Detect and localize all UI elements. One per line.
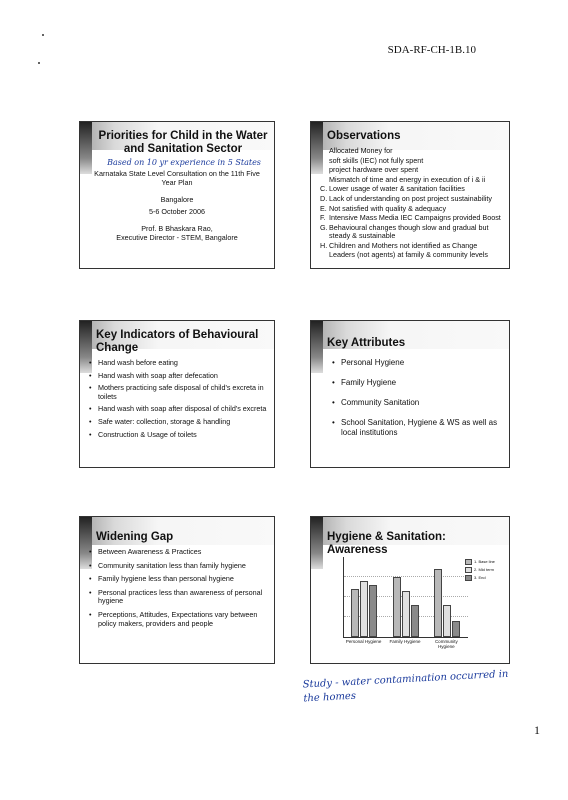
chart-bar bbox=[443, 605, 451, 637]
list-item-text: Personal Hygiene bbox=[341, 358, 405, 367]
slide-heading: Hygiene & Sanitation: Awareness bbox=[327, 531, 446, 556]
bullet-marker: • bbox=[89, 416, 92, 426]
legend-label: 3. End bbox=[474, 575, 486, 580]
slide-accent-bar bbox=[311, 517, 323, 569]
bullet-marker: • bbox=[332, 398, 335, 407]
chart-bar bbox=[360, 581, 368, 637]
list-item-text: Between Awareness & Practices bbox=[98, 547, 202, 556]
bullet-marker: • bbox=[332, 418, 335, 427]
handwritten-note: Study - water contamination occurred in the homes bbox=[302, 668, 509, 705]
observation-item bbox=[320, 203, 503, 214]
legend-swatch bbox=[465, 567, 472, 573]
bullet-marker: D. bbox=[320, 193, 328, 203]
bullet-marker: • bbox=[89, 547, 92, 556]
bullet-marker: • bbox=[89, 383, 92, 393]
gap-list bbox=[80, 548, 274, 628]
list-item-text: Hand wash before eating bbox=[98, 358, 178, 367]
list-item-text: Perceptions, Attitudes, Expectations vary between policy makers, providers and people bbox=[98, 609, 258, 628]
indicator-list bbox=[80, 359, 274, 439]
list-item-text: project hardware over spent bbox=[329, 165, 419, 175]
list-item-text: Lower usage of water & sanitation facilities bbox=[329, 184, 465, 194]
slide-key-attributes bbox=[310, 320, 510, 468]
chart-gridline bbox=[344, 576, 468, 577]
list-item-text: Hand wash with soap after defecation bbox=[98, 370, 218, 380]
bullet-marker: • bbox=[89, 587, 92, 597]
slide-awareness-chart bbox=[310, 516, 510, 664]
list-item-text: Community Sanitation bbox=[341, 398, 420, 407]
list-item bbox=[89, 560, 268, 571]
list-item bbox=[332, 358, 503, 368]
legend-entry bbox=[465, 559, 503, 565]
list-item bbox=[332, 418, 503, 438]
bullet-marker: • bbox=[89, 370, 92, 380]
bullet-marker: • bbox=[89, 560, 92, 570]
bullet-marker: • bbox=[89, 609, 92, 619]
observation-item bbox=[320, 222, 503, 241]
observation-item bbox=[329, 147, 503, 156]
list-item bbox=[89, 358, 268, 368]
slide-heading: Key Attributes bbox=[327, 337, 406, 349]
observation-item bbox=[320, 213, 503, 223]
page-number: 1 bbox=[534, 723, 540, 737]
list-item bbox=[89, 383, 268, 401]
slide-title bbox=[79, 121, 275, 269]
bullet-marker: • bbox=[89, 429, 92, 439]
observation-item bbox=[329, 176, 503, 185]
scan-speck bbox=[38, 62, 40, 64]
list-item-text: Hand wash with soap after disposal of child's excreta bbox=[98, 404, 267, 414]
chart-bar bbox=[393, 577, 401, 637]
chart-bar bbox=[452, 621, 460, 637]
chart-category-label: Family Hygiene bbox=[389, 639, 421, 644]
legend-entry bbox=[465, 575, 503, 581]
bullet-marker: • bbox=[332, 378, 335, 387]
list-item bbox=[89, 416, 268, 427]
list-item-text: School Sanitation, Hygiene & WS as well as local institutions bbox=[341, 418, 498, 437]
list-item-text: Lack of understanding on post project sustainability bbox=[329, 193, 493, 203]
list-item-text: Mothers practicing safe disposal of child's excreta in toilets bbox=[98, 383, 264, 401]
bullet-marker: • bbox=[89, 358, 92, 367]
chart-bar bbox=[434, 569, 442, 637]
list-item bbox=[89, 609, 268, 628]
slide-subtitle: Karnataka State Level Consultation on the 11th Five Year Plan bbox=[94, 169, 260, 187]
list-item bbox=[89, 547, 268, 557]
slide-place: Bangalore bbox=[160, 195, 194, 204]
list-item-text: Intensive Mass Media IEC Campaigns provided Boost bbox=[329, 213, 501, 223]
slide-accent-bar bbox=[311, 321, 323, 373]
chart-bar bbox=[369, 585, 377, 637]
chart-bar bbox=[411, 605, 419, 637]
list-item-text: soft skills (IEC) not fully spent bbox=[329, 155, 424, 165]
slide-widening-gap bbox=[79, 516, 275, 664]
slide-key-indicators bbox=[79, 320, 275, 468]
list-item bbox=[89, 404, 268, 414]
legend-swatch bbox=[465, 559, 472, 565]
list-item bbox=[89, 587, 268, 606]
observation-item bbox=[320, 193, 503, 204]
slide-heading: Widening Gap bbox=[96, 531, 174, 543]
attribute-list bbox=[311, 358, 509, 438]
list-item-text: Not satisfied with quality & adequacy bbox=[329, 203, 447, 213]
slide-date: 5-6 October 2006 bbox=[149, 207, 205, 216]
bullet-marker: F. bbox=[320, 213, 326, 223]
chart-legend bbox=[465, 559, 503, 583]
slide-accent-bar bbox=[80, 122, 92, 174]
scan-speck bbox=[42, 34, 44, 36]
observation-item bbox=[329, 166, 503, 175]
bullet-marker: G. bbox=[320, 222, 328, 232]
slide-author: Prof. B Bhaskara Rao, bbox=[141, 224, 213, 233]
slide-heading: Key Indicators of Behavioural Change bbox=[96, 329, 259, 354]
list-item-text: Personal practices less than awareness of personal hygiene bbox=[98, 587, 263, 606]
bullet-marker: E. bbox=[320, 203, 327, 213]
list-item bbox=[89, 370, 268, 381]
legend-label: 2. Mid term bbox=[474, 567, 495, 572]
bullet-marker: • bbox=[89, 404, 92, 414]
list-item-text: Community sanitation less than family hygiene bbox=[98, 560, 246, 570]
chart-plot-area bbox=[343, 557, 468, 638]
list-item-text: Behavioural changes though slow and gradual but steady & sustainable bbox=[329, 222, 489, 241]
list-item bbox=[332, 378, 503, 388]
chart-category-label: Community Hygiene bbox=[434, 639, 458, 649]
list-item-text: Family Hygiene bbox=[341, 378, 397, 387]
document-reference: SDA-RF-CH-1B.10 bbox=[387, 44, 476, 56]
bullet-marker: • bbox=[89, 574, 92, 584]
slide-accent-bar bbox=[311, 122, 323, 174]
list-item-text: Family hygiene less than personal hygiene bbox=[98, 574, 234, 584]
observation-item bbox=[320, 240, 503, 259]
legend-swatch bbox=[465, 575, 472, 581]
handwritten-annotation: Based on 10 yr experience in 5 States bbox=[107, 158, 261, 167]
legend-label: 1. Base line bbox=[474, 559, 495, 564]
list-item bbox=[89, 574, 268, 584]
slide-author-role: Executive Director - STEM, Bangalore bbox=[116, 233, 238, 242]
awareness-bar-chart bbox=[333, 549, 499, 649]
list-item-text: Allocated Money for bbox=[329, 146, 393, 155]
slide-title-heading: Priorities for Child in the Water and Sanitation Sector bbox=[98, 130, 268, 155]
bullet-marker: H. bbox=[320, 240, 328, 250]
slide-heading: Observations bbox=[327, 130, 401, 142]
bullet-marker: • bbox=[332, 358, 335, 367]
list-item-text: Safe water: collection, storage & handling bbox=[98, 416, 231, 426]
bullet-marker: C. bbox=[320, 184, 328, 194]
list-item bbox=[332, 398, 503, 408]
list-item-text: Children and Mothers not identified as Change Leaders (not agents) at family & community levels bbox=[329, 240, 488, 259]
list-item-text: Mismatch of time and energy in execution of i & ii bbox=[329, 174, 486, 184]
chart-category-label: Personal Hygiene bbox=[345, 639, 382, 644]
chart-bar bbox=[351, 589, 359, 637]
list-item bbox=[89, 429, 268, 440]
slide-observations bbox=[310, 121, 510, 269]
chart-bar bbox=[402, 591, 410, 637]
legend-entry bbox=[465, 567, 503, 573]
list-item-text: Construction & Usage of toilets bbox=[98, 429, 197, 439]
observation-item bbox=[329, 157, 503, 166]
observation-list bbox=[311, 147, 509, 259]
observation-item bbox=[320, 184, 503, 194]
